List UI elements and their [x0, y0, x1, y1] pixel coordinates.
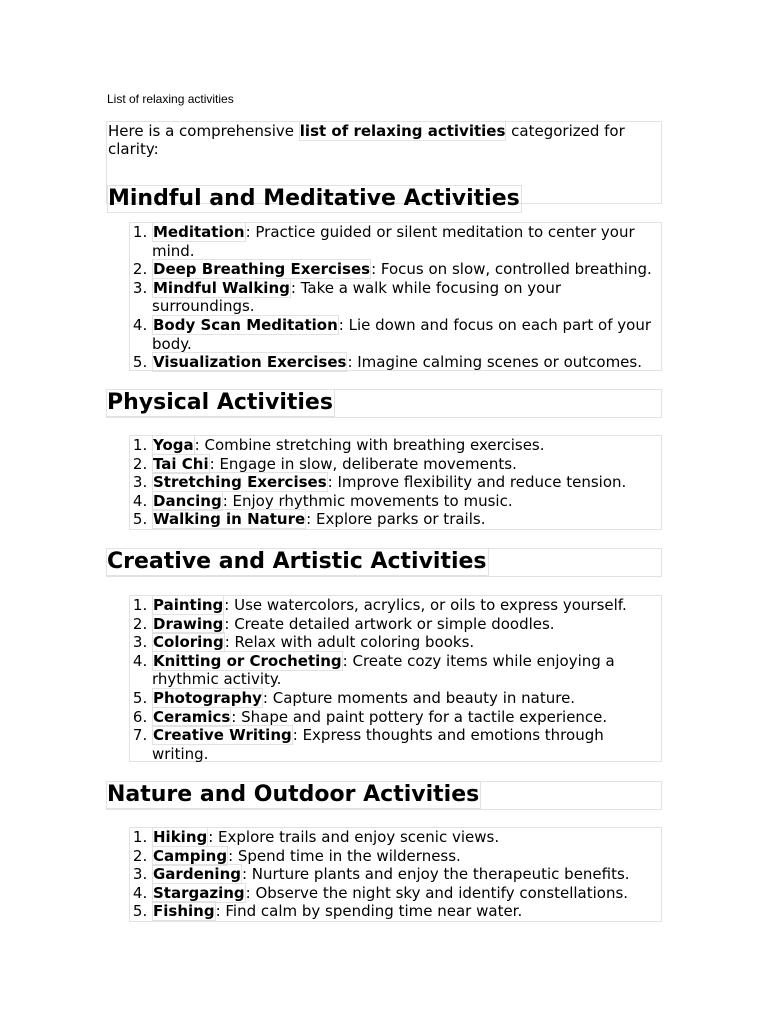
intro-paragraph: [108, 122, 661, 158]
list-item: 5. Photography: Capture moments and beauty in nature.: [152, 689, 661, 708]
heading-box-nature: [106, 781, 662, 810]
list-item: 4. Dancing: Enjoy rhythmic movements to music.: [152, 492, 661, 511]
item-term: Stretching Exercises: [153, 473, 327, 492]
item-term: Ceramics: [153, 707, 231, 726]
list-item: 5. Fishing: Find calm by spending time near water.: [152, 902, 661, 921]
intro-block: [106, 121, 662, 211]
item-term: Walking in Nature: [153, 510, 306, 529]
list-physical: [129, 435, 662, 530]
section-heading-nature: Nature and Outdoor Activities: [107, 782, 480, 807]
item-term: Coloring: [153, 633, 224, 652]
item-term: Body Scan Meditation: [153, 315, 338, 334]
list-item: 2. Drawing: Create detailed artwork or simple doodles.: [152, 615, 661, 634]
list-item: 5. Walking in Nature: Explore parks or trails.: [152, 510, 661, 529]
list-nature: [129, 827, 662, 922]
list-item: 3. Stretching Exercises: Improve flexibility and reduce tension.: [152, 473, 661, 492]
item-term: Hiking: [153, 828, 208, 846]
item-term: Dancing: [153, 491, 222, 510]
section-heading-creative: Creative and Artistic Activities: [107, 549, 487, 574]
item-term: Knitting or Crocheting: [153, 651, 342, 670]
document-title: List of relaxing activities: [107, 92, 234, 106]
intro-bold-text: list of relaxing activities: [299, 122, 506, 140]
intro-text-before: Here is a comprehensive: [108, 122, 299, 140]
list-item: 7. Creative Writing: Express thoughts and emotions through writing.: [152, 726, 661, 763]
list-item: 2. Camping: Spend time in the wilderness.: [152, 847, 661, 866]
list-item: 3. Gardening: Nurture plants and enjoy the therapeutic benefits.: [152, 865, 661, 884]
item-term: Visualization Exercises: [153, 353, 347, 372]
list-item: 3. Coloring: Relax with adult coloring books.: [152, 633, 661, 652]
list-item: 4. Stargazing: Observe the night sky and identify constellations.: [152, 884, 661, 903]
list-creative: [129, 595, 662, 762]
list-item: 1. Painting: Use watercolors, acrylics, or oils to express yourself.: [152, 596, 661, 615]
list-mindful: [129, 222, 662, 371]
item-term: Creative Writing: [153, 726, 292, 745]
list-item: 4. Knitting or Crocheting: Create cozy items while enjoying a rhythmic activity.: [152, 652, 661, 689]
item-term: Yoga: [153, 436, 194, 454]
section-heading-mindful: Mindful and Meditative Activities: [108, 186, 520, 211]
item-term: Fishing: [153, 902, 215, 921]
list-item: 6. Ceramics: Shape and paint pottery for a tactile experience.: [152, 708, 661, 727]
list-item: 2. Tai Chi: Engage in slow, deliberate movements.: [152, 455, 661, 474]
heading-box-creative: [106, 548, 662, 577]
item-term: Camping: [153, 846, 228, 865]
heading-box-physical: [106, 389, 662, 418]
section-heading-physical: Physical Activities: [107, 390, 333, 415]
list-item: 1. Hiking: Explore trails and enjoy scenic views.: [152, 828, 661, 847]
item-term: Meditation: [153, 223, 245, 241]
item-term: Tai Chi: [153, 454, 209, 473]
item-term: Mindful Walking: [153, 278, 290, 297]
list-item: 4. Body Scan Meditation: Lie down and focus on each part of your body.: [152, 316, 661, 353]
item-term: Deep Breathing Exercises: [153, 260, 371, 279]
list-item: 1. Meditation: Practice guided or silent meditation to center your mind.: [152, 223, 661, 260]
item-term: Painting: [153, 596, 224, 614]
item-term: Photography: [153, 688, 262, 707]
list-item: 2. Deep Breathing Exercises: Focus on slow, controlled breathing.: [152, 260, 661, 279]
list-item: 1. Yoga: Combine stretching with breathing exercises.: [152, 436, 661, 455]
list-item: 3. Mindful Walking: Take a walk while focusing on your surroundings.: [152, 279, 661, 316]
intro-text-after: categorized for clarity:: [108, 122, 625, 158]
item-term: Drawing: [153, 614, 224, 633]
item-term: Stargazing: [153, 883, 245, 902]
list-item: 5. Visualization Exercises: Imagine calming scenes or outcomes.: [152, 353, 661, 372]
item-term: Gardening: [153, 865, 241, 884]
